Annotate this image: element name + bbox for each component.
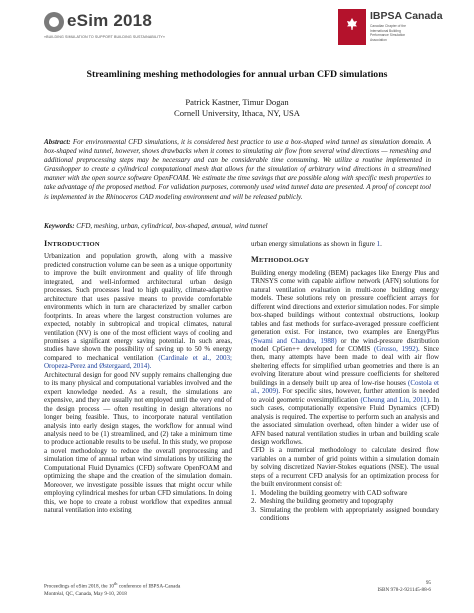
paper-title: Streamlining meshing methodologies for annual urban CFD simulations: [86, 69, 388, 80]
lead-text: urban energy simulations as shown in figure: [251, 240, 377, 248]
esim-tagline: «BUILDING SIMULATION TO SUPPORT BUILDING SUSTAINABILITY»: [44, 35, 166, 39]
figure-link[interactable]: 1: [376, 240, 381, 248]
page-number: 95: [425, 580, 431, 586]
citation-link[interactable]: (Grosso, 1992): [373, 344, 418, 353]
keywords: [44, 222, 431, 230]
paper-affiliation: Cornell University, Ithaca, NY, USA: [173, 108, 301, 118]
footer-superscript: th: [114, 581, 118, 586]
maple-leaf-icon: [338, 9, 366, 45]
ibpsa-line: Association: [370, 37, 387, 42]
m1-text: . For specific sites, however, further attention is needed to avoid geometric oversimplification: [251, 387, 439, 404]
footer-proceedings: [44, 580, 180, 598]
footer-line-2: Montréal, QC, Canada, May 9-10, 2018: [44, 590, 127, 597]
page-header: [0, 0, 474, 52]
list-number: 1.: [251, 488, 257, 497]
lead-end: .: [380, 240, 382, 248]
footer-text: Proceedings of eSim 2018, the 10: [44, 583, 115, 590]
paper-authors: Patrick Kastner, Timur Dogan: [185, 97, 289, 107]
ibpsa-name: IBPSA Canada: [370, 10, 443, 22]
m1-text: Building energy modeling (BEM) packages like Energy Plus and TRNSYS come with capable airflow network (AFN) solutions for natural ventilation evaluation in multi-zone building energy models. These solutions rely on pressure coefficient arrays for different wind directions and exterior simulation nodes. For simple box-shaped buildings without contextual obstructions, lookup tables and fast methods for surface-averaged pressure coefficient generation exist. For instance, two examples are EnergyPlus: [251, 268, 439, 337]
list-text: Modeling the building geometry with CAD software: [260, 488, 408, 497]
methodology-paragraph-2: CFD is a numerical methodology to calculate desired flow variables on a number of grid points within a simulation domain by solving discretized Navier-Stokes equations (NSE). The usual steps of a recurrent CFD analysis for an optimization process for the built environment consist of:: [251, 446, 439, 489]
esim-logo-text: eSim 2018: [67, 11, 152, 30]
m1-text: . Since then, many attempts have been made to deal with air flow sheltering effects for simplified urban geometries and there is an evolving literature about wind pressure coefficients for sheltered buildings in a densely built up area of low-rise houses: [251, 344, 440, 387]
ibpsa-line: Performance Simulation: [370, 33, 406, 37]
citation-link[interactable]: (Swami and Chandra, 1988): [251, 336, 337, 345]
left-column: [44, 240, 232, 515]
citation-link[interactable]: (Cheung and Liu, 2011): [360, 395, 430, 404]
heading-initial: I: [44, 239, 48, 248]
ibpsa-line: Canadian Chapter of the: [370, 24, 406, 28]
heading-rest: NTRODUCTION: [47, 241, 100, 248]
heading-initial: M: [251, 255, 259, 265]
m1-text: or the wind-pressure distribution model CpGen++ developed for COMIS: [251, 336, 439, 353]
esim-logo-mark: [44, 12, 64, 32]
isbn: ISBN 978-2-921145-88-6: [377, 587, 431, 593]
m1-text: . In such cases, computationally expensive Fluid Dynamics (CFD) analysis is required. The expertise to perform such an analysis and the associated simulation overhead, often hinder a wider use of AFN based natural ventilation studies in urban and building scale design workflows.: [251, 395, 439, 446]
citation-link[interactable]: (Cardinale et al., 2003; Oropeza-Perez and Østergaard, 2014).: [44, 353, 232, 371]
citation-link[interactable]: (Costola et al., 2009): [251, 378, 439, 396]
list-item: [251, 489, 439, 497]
keywords-text: CFD, meshing, urban, cylindrical, box-shaped, annual, wind tunnel: [74, 222, 268, 230]
section-heading-methodology: [251, 256, 439, 265]
list-text: Meshing the building geometry and topography: [260, 497, 394, 506]
list-number: 2.: [251, 497, 257, 506]
footer-line-1: [44, 580, 180, 591]
list-item: [251, 497, 439, 505]
list-number: 3.: [251, 505, 257, 514]
abstract-text: For environmental CFD simulations, it is considered best practice to use a box-shaped wind tunnel as simulation domain. A box-shaped wind tunnel, however, shows drawbacks when it comes to simulating air flow from several wind directions — remeshing and additional preprocessing steps may be necessary and can be considerable time consuming. We utilize a routine implemented in Grasshopper to create a cylindrical computational mesh that allows for the simulation of arbitrary wind directions in a streamlined manner with the open source software OpenFOAM. We estimate the time savings that are possible along with specific mesh properties to take advantage of the proposed method. For validation purposes, commonly used wind tunnel data are presented. A proof of concept tool is implemented in the Rhinoceros CAD modeling environment and will be released publicly.: [44, 138, 431, 201]
footer-page-info: [330, 580, 431, 594]
intro-paragraph-2: Architectural design for good NV supply remains challenging due to its many physical and computational variables involved and the expert knowledge needed. As a result, the simulations are expensive, and they are usually not employed until the very end of the design process — often resulting in design alterations no longer being feasible. Thus, to incorporate natural ventilation analysis into early design stages, the workflow for annual wind analysis need to be (1) streamlined, and (2) take a minimum time to produce actionable results to be useful. In this study, we propose a novel methodology to reduce the overall preprocessing and simulation time of annual urban wind simulations by utilizing the Computational Fluid Dynamics (CFD) software OpenFOAM and optimizing the shape and the creation of the simulation domain. Moreover, we investigate possible issues that might occur while employing cylindrical meshes for urban CFD simulations. In doing this, we hope to create a robust workflow that expedites annual natural ventilation into existing: [44, 370, 233, 515]
list-text: Simulating the problem with appropriately assigned boundary conditions: [260, 505, 439, 523]
abstract: [44, 138, 431, 202]
ibpsa-canada-logo: [338, 9, 443, 45]
list-item: [251, 506, 439, 523]
right-column: [251, 240, 439, 523]
abstract-label: Abstract:: [44, 138, 71, 146]
footer-text: conference of IBPSA-Canada: [117, 583, 181, 590]
intro-p1-text: Urbanization and population growth, along with a massive predicted construction volume can be seen as a unique opportunity to improve the built environment and quality of life through integrated, and well-informed architectural urban design processes. Such processes lead to high quality, climate-adaptive architecture that uses passive means to provide comfortable environments which in turn are characterized by smaller carbon footprints. In areas where the largest construction volumes are expected, notably in subtropical and tropical climates, natural ventilation (NV) is one of the most efficient ways of cooling and promises a significant energy saving potential. In such areas, studies have shown the possibility of saving up to 50 % energy compared to mechanical ventilation: [44, 252, 232, 362]
section-heading-introduction: [44, 240, 232, 249]
heading-rest: ETHODOLOGY: [258, 257, 310, 265]
ibpsa-line: International Building: [370, 28, 401, 33]
ibpsa-description: [370, 24, 432, 42]
methodology-paragraph-1: [251, 269, 439, 447]
esim-logo: [44, 10, 169, 42]
continued-paragraph: [251, 240, 439, 248]
keywords-label: Keywords:: [44, 222, 75, 230]
intro-paragraph-1: [44, 252, 232, 370]
